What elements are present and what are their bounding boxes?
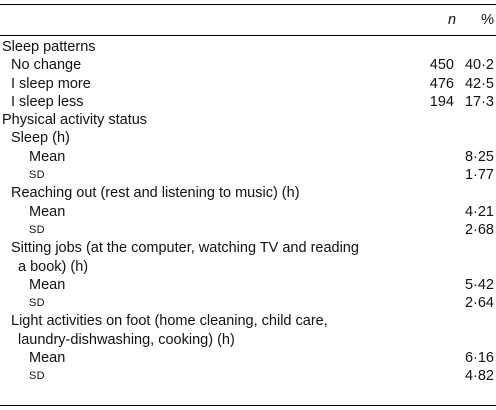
table-row [0,56,496,74]
row-label: I sleep less [11,93,84,110]
count-cell: 476 [429,75,454,92]
row-label-line-1: Light activities on foot (home cleaning, child care, [11,313,328,330]
value-cell: 1·77 [464,167,494,184]
table-row [0,148,496,166]
percent-cell: 40·2 [464,57,494,74]
value-cell: 6·16 [464,350,494,367]
row-label: I sleep more [11,75,91,92]
table-row [0,203,496,221]
value-cell: 4·82 [464,368,494,385]
table-row [0,294,496,312]
table-row [0,349,496,367]
row-label: Sleep patterns [2,39,96,55]
count-cell: 194 [429,93,454,110]
row-label: Mean [29,276,66,293]
table-top-rule [0,4,496,5]
value-cell: 2·64 [464,295,494,312]
table-row [0,184,496,202]
row-label: Mean [29,350,66,367]
table-row [0,111,496,129]
row-label [11,312,411,349]
row-label: Mean [29,148,66,165]
percent-cell: 17·3 [464,93,494,110]
value-cell: 8·25 [464,148,494,165]
table-header-rule [0,35,496,36]
row-label: No change [11,57,82,74]
table-row [0,38,496,56]
row-label: SD [29,223,45,236]
row-label: SD [29,297,45,310]
row-label-line-2: laundry-dishwashing, cooking) (h) [18,331,235,348]
table-row [0,221,496,239]
table-body [0,38,496,386]
row-label [11,239,411,276]
row-label: Sleep (h) [11,130,70,147]
column-header-n: n [447,12,457,28]
table-row [0,312,496,349]
row-label-line-1: Sitting jobs (at the computer, watching TV and reading [11,240,359,257]
row-label-line-2: a book) (h) [18,258,89,275]
table-row [0,93,496,111]
table-bottom-rule [0,405,496,406]
row-label: Reaching out (rest and listening to music) (h) [11,185,300,202]
table-row [0,75,496,93]
table-row [0,239,496,276]
percent-cell: 42·5 [464,75,494,92]
value-cell: 2·68 [464,221,494,238]
row-label: Physical activity status [2,112,148,129]
value-cell: 4·21 [464,203,494,220]
table-row [0,367,496,385]
column-header-percent: % [481,12,494,28]
count-cell: 450 [429,57,454,74]
row-label: Mean [29,203,66,220]
row-label: SD [29,370,45,383]
table-row [0,276,496,294]
value-cell: 5·42 [464,276,494,293]
row-label: SD [29,169,45,182]
table-row [0,129,496,147]
table-row [0,166,496,184]
